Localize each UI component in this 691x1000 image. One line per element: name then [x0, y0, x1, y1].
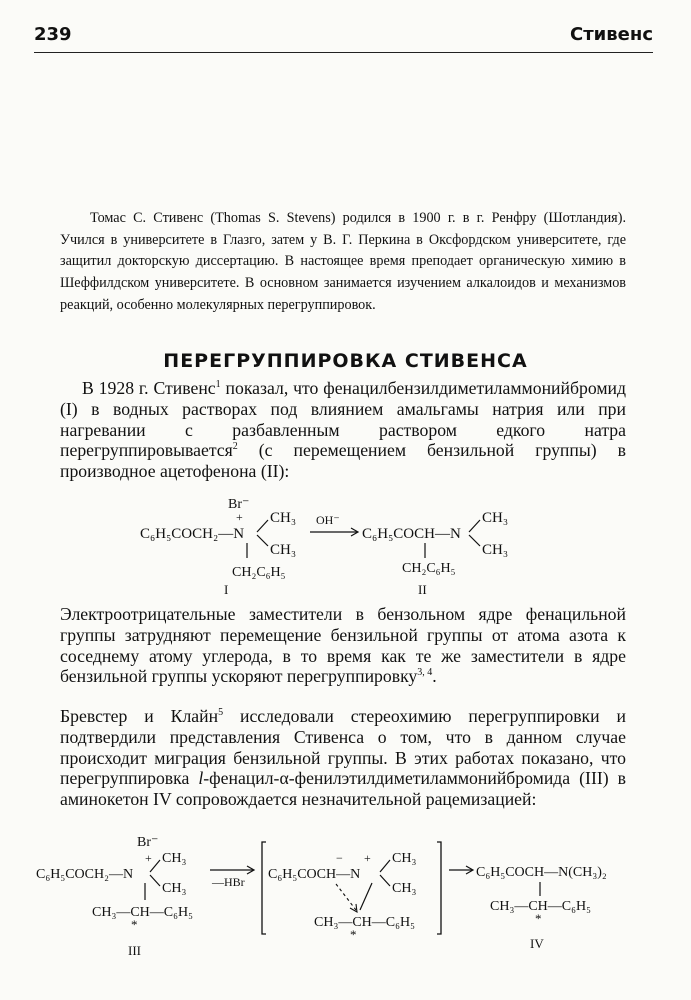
scheme2-bracket-right	[437, 842, 441, 934]
scheme1-product-methyl-top: CH₃	[482, 510, 509, 526]
paragraph-3	[60, 706, 626, 810]
header-rule	[34, 52, 653, 53]
section-title: ПЕРЕГРУППИРОВКА СТИВЕНСА	[163, 350, 528, 372]
scheme2-counter-ion: Br⁻	[137, 835, 159, 850]
scheme2-intermediate-plus: +	[364, 851, 371, 865]
biography: Томас С. Стивенс (Thomas S. Stevens) родился в 1900 г. в г. Ренфру (Шотландия). Учился в университете в Глазго, затем у В. Г. Перкина в Оксфордском университете, где защитил докторскую диссертацию. В настоящее время преподает органическую химию в Шеффилдском университете. В основном занимается изучением алкалоидов и механизмов реакций, особенно молекулярных перегруппировок.	[60, 210, 626, 313]
references-3-4: 3, 4	[417, 667, 433, 679]
scheme2-intermediate-bond-down	[380, 875, 390, 886]
paragraph-3-text-a: Бревстер и Клайн	[60, 706, 219, 726]
scheme2-intermediate-minus: −	[336, 851, 343, 865]
scheme2-intermediate-bottom: CH₃—CH—C₆H₅	[314, 915, 415, 930]
scheme2-star: *	[131, 917, 138, 932]
paragraph-2	[60, 604, 626, 687]
paragraph-3-text-c: -фенацил-α-фенилэтилдиметиламмонийбромида (III) в аминокетон IV сопровождается незначительной рацемизацией:	[60, 768, 626, 810]
scheme2-migration-arrow-head	[350, 904, 357, 912]
scheme2-intermediate-methyl-top: CH₃	[392, 851, 417, 866]
scheme1-benzyl: CH₂C₆H₅	[232, 565, 286, 580]
scheme2-bond-down	[150, 875, 160, 886]
scheme2-product: C₆H₅COCH—N(CH₃)₂	[476, 865, 607, 880]
scheme1-counter-ion: Br⁻	[228, 497, 250, 512]
scheme2-intermediate-methyl-bottom: CH₃	[392, 881, 417, 896]
scheme1-reagent: OH⁻	[316, 513, 340, 527]
reaction-scheme-2	[0, 826, 691, 976]
scheme2-phenylethyl: CH₃—CH—C₆H₅	[92, 905, 193, 920]
paragraph-1	[60, 378, 626, 482]
scheme2-intermediate-bond-up	[380, 860, 390, 872]
paragraph-2-text: Электроотрицательные заместители в бензольном ядре фенацильной группы затрудняют перемещение бензильной группы от атома азота к соседнему атому углерода, в то время как те же заместители в ядре бензильной группы ускоряют перегруппировку	[60, 604, 626, 687]
reference-5: 5	[218, 707, 224, 719]
scheme2-methyl-bottom: CH₃	[162, 881, 187, 896]
scheme2-reagent: —HBr	[212, 875, 245, 889]
scheme2-product-star: *	[535, 911, 542, 926]
scheme1-bond-down	[257, 535, 268, 546]
scheme2-reactant: C₆H₅COCH₂—N	[36, 867, 134, 882]
scheme2-plus: +	[145, 851, 152, 865]
paragraph-1-text-a: В 1928 г. Стивенс	[82, 378, 216, 398]
paragraph-2-end: .	[432, 666, 437, 687]
scheme1-product-benzyl: CH₂C₆H₅	[402, 561, 456, 576]
scheme1-methyl-top: CH₃	[270, 510, 297, 526]
scheme1-plus: +	[236, 510, 243, 524]
reference-1: 1	[215, 379, 221, 391]
scheme2-label-product: IV	[530, 936, 544, 951]
reference-2: 2	[232, 441, 238, 453]
paragraph-1-text-b: показал, что фенацилбензилдиметиламмонийбромид (I) в водных растворах под влиянием амальгамы натрия или при нагревании с разбавленным раствором едкого натра перегруппировывается	[60, 378, 626, 461]
scheme1-methyl-bottom: CH₃	[270, 542, 297, 558]
page-number: 239	[34, 24, 72, 45]
scheme1-product: C₆H₅COCH—N	[362, 526, 461, 542]
scheme2-intermediate-star: *	[350, 927, 357, 942]
paragraph-1-text-c: (с перемещением бензильной группы) в производное ацетофенона (II):	[60, 440, 626, 482]
scheme2-product-bottom: CH₃—CH—C₆H₅	[490, 899, 591, 914]
scheme1-product-bond-down	[469, 535, 480, 546]
scheme1-product-bond-up	[469, 520, 480, 532]
scheme1-product-methyl-bottom: CH₃	[482, 542, 509, 558]
scheme1-bond-up	[257, 520, 268, 532]
paragraph-3-text-b: исследовали стереохимию перегруппировки и подтвердили представления Стивенса о том, что в данном случае происходит миграция бензильной группы. В этих работах показано, что перегруппировка	[60, 706, 626, 789]
scheme1-reactant: C₆H₅COCH₂—N	[140, 526, 245, 542]
scheme2-intermediate: C₆H₅COCH—N	[268, 867, 361, 882]
running-head: Стивенс	[570, 24, 653, 45]
scheme1-label-product: II	[418, 582, 427, 597]
reaction-scheme-1	[0, 488, 691, 598]
scheme2-label-reactant: III	[128, 943, 141, 958]
scheme2-bracket-left	[262, 842, 266, 934]
scheme2-migration-arrow	[336, 884, 356, 910]
paragraph-3-l-prefix: l	[198, 768, 204, 789]
scheme2-intermediate-bond-vertical	[360, 883, 372, 910]
scheme1-label-reactant: I	[224, 582, 229, 597]
scheme2-methyl-top: CH₃	[162, 851, 187, 866]
